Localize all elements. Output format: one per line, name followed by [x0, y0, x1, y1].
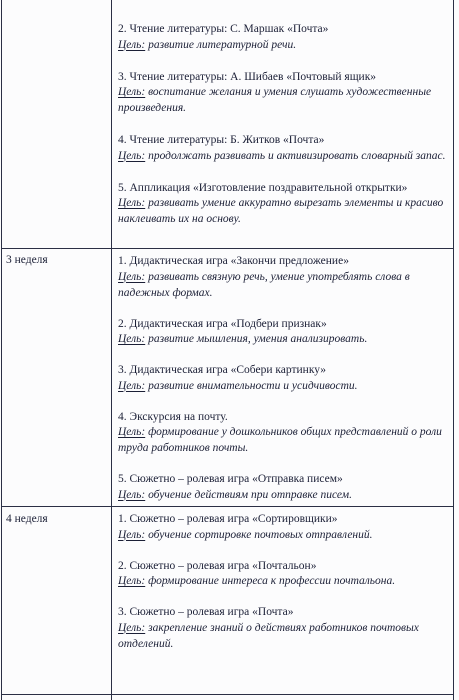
goal-label: Цель: [118, 270, 146, 283]
goal-label: Цель: [118, 426, 146, 438]
activity-item [118, 472, 451, 503]
activity-title: 2. Дидактическая игра «Подбери признак» [118, 317, 327, 330]
goal-text: развивать умение аккуратно вырезать элементы и красиво наклеивать их на основу. [118, 197, 444, 225]
activity-title: 1. Дидактическая игра «Закончи предложение» [118, 255, 349, 267]
goal-label: Цель: [118, 379, 146, 392]
goal-text: обучение действиям при отправке писем. [145, 488, 352, 501]
activity-item [118, 410, 451, 457]
activity-goal [118, 148, 451, 164]
activity-goal [118, 378, 451, 394]
week-label-4: 4 неделя [6, 513, 48, 525]
activity-item [118, 512, 451, 543]
activities-cell-week-4 [118, 512, 451, 668]
activity-title: 1. Сюжетно – ролевая игра «Сортировщики» [118, 513, 338, 525]
goal-text: формирование интереса к профессии почтальона. [145, 575, 396, 587]
activity-goal [118, 331, 451, 347]
goal-label: Цель: [118, 528, 146, 541]
activity-goal [118, 424, 451, 456]
activity-item [118, 317, 451, 348]
goal-text: развивать связную речь, умение употреблять слова в падежных формах. [118, 270, 410, 299]
table-row-divider [1, 248, 454, 249]
activity-goal [118, 195, 451, 227]
week-label-3: 3 неделя [6, 254, 48, 266]
goal-text: продолжать развивать и активизировать словарный запас. [145, 149, 446, 162]
activity-title: 3. Дидактическая игра «Собери картинку» [118, 364, 327, 376]
goal-text: закрепление знаний о действиях работников почтовых отделений. [118, 621, 419, 650]
activity-title: 4. Экскурсия на почту. [118, 410, 228, 423]
activity-title: 4. Чтение литературы: Б. Житков «Почта» [118, 134, 325, 146]
goal-label: Цель: [118, 149, 146, 162]
activity-goal [118, 37, 451, 53]
activity-goal [118, 620, 451, 652]
activity-title: 2. Чтение литературы: С. Маршак «Почта» [118, 23, 329, 35]
activity-goal [118, 84, 451, 116]
activity-title: 3. Чтение литературы: А. Шибаев «Почтовый ящик» [118, 70, 377, 83]
activity-title: 5. Аппликация «Изготовление поздравительной открытки» [118, 181, 408, 194]
goal-text: воспитание желания и умения слушать художественные произведения. [118, 86, 432, 114]
table-border-left [1, 0, 2, 700]
goal-text: развитие литературной речи. [145, 38, 297, 51]
activity-item [118, 70, 451, 117]
activity-goal [118, 527, 451, 543]
goal-label: Цель: [118, 197, 146, 209]
activities-cell-week-3 [118, 254, 451, 519]
goal-text: обучение сортировке почтовых отправлений. [145, 528, 373, 541]
activities-cell [118, 22, 451, 244]
activity-item [118, 605, 451, 652]
table-row-divider [1, 694, 454, 695]
goal-label: Цель: [118, 575, 146, 587]
goal-label: Цель: [118, 488, 146, 501]
goal-label: Цель: [118, 333, 146, 345]
goal-text: развитие внимательности и усидчивости. [145, 379, 358, 392]
goal-label: Цель: [118, 38, 146, 51]
goal-text: формирование у дошкольников общих представлений о роли труда работников почты. [118, 426, 442, 454]
activity-item [118, 133, 451, 164]
table-border-right [453, 0, 454, 700]
activity-item [118, 363, 451, 394]
goal-label: Цель: [118, 621, 146, 634]
activity-goal [118, 269, 451, 301]
activity-title: 2. Сюжетно – ролевая игра «Почтальон» [118, 559, 317, 572]
activity-item [118, 22, 451, 53]
activity-item [118, 559, 451, 590]
activity-title: 3. Сюжетно – ролевая игра «Почта» [118, 606, 294, 618]
activity-goal [118, 573, 451, 589]
activity-title: 5. Сюжетно – ролевая игра «Отправка писем» [118, 473, 343, 485]
activity-item [118, 181, 451, 228]
activity-goal [118, 487, 451, 503]
goal-text: развитие мышления, умения анализировать. [145, 333, 368, 345]
goal-label: Цель: [118, 86, 146, 98]
activity-item [118, 254, 451, 301]
table-column-divider [111, 0, 112, 700]
